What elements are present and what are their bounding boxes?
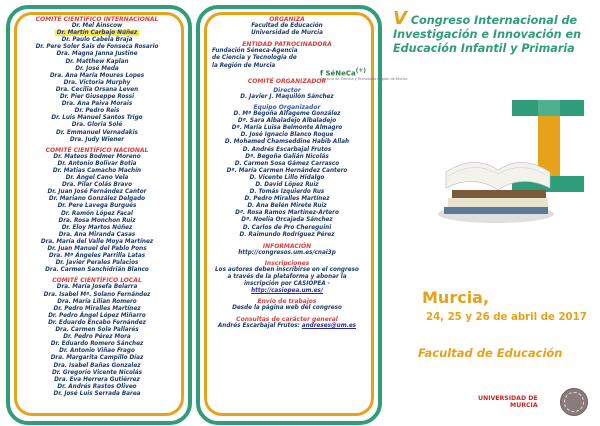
consultas-line bbox=[212, 323, 362, 330]
director-name: D. Javier J. Maquilón Sánchez bbox=[240, 93, 334, 100]
equipo-organizador-member: D. David López Ruiz bbox=[255, 181, 319, 188]
comite-internacional-member: Dra. Judy Wiener bbox=[69, 136, 125, 143]
comite-nacional-member: Dr. Juan José Fernández Cantor bbox=[47, 189, 147, 196]
comite-internacional-member: Dr. José Meda bbox=[75, 65, 119, 72]
university-logo-text bbox=[478, 395, 538, 409]
university-line-2: MURCIA bbox=[510, 402, 538, 409]
comite-internacional-member: Dra. Gloria Solé bbox=[71, 122, 123, 129]
equipo-label: Equipo Organizador bbox=[253, 103, 321, 111]
equipo-organizador-member: Dª. Rosa Ramos Martínez-Artero bbox=[235, 210, 339, 217]
comite-nacional-member: Dr. Ramón López Facal bbox=[61, 210, 133, 217]
comite-internacional-member bbox=[18, 30, 176, 37]
comite-local-heading: COMITÉ CIENTÍFICO LOCAL bbox=[52, 277, 142, 285]
equipo-organizador-member: D. Carmen Sosa Gámez Carrasco bbox=[234, 160, 340, 167]
comite-local-member: Dr. Andrés Rastos Oliveo bbox=[57, 383, 137, 390]
comite-nacional-member: Dra. Mª Ángeles Parrilla Latas bbox=[48, 253, 146, 260]
comite-internacional-list bbox=[18, 23, 176, 144]
comite-internacional-member: Dra. Ana María Moures Lopes bbox=[49, 72, 145, 79]
comite-local-member: Dr. Gregorio Vicente Nicolás bbox=[51, 369, 143, 376]
comite-local-member: Dr. Eduardo Romero Sánchez bbox=[50, 341, 144, 348]
equipo-organizador-member: Dª. Sara Albaladejo Albaladejo bbox=[237, 118, 337, 125]
congress-title-line-2: Investigación e Innovación en bbox=[393, 28, 582, 41]
event-venue: Facultad de Educación bbox=[418, 346, 563, 360]
equipo-organizador-member: D. Mª Begoña Alfageme González bbox=[233, 111, 341, 118]
equipo-organizador-member: Dª. Noelia Orcajada Sánchez bbox=[241, 217, 333, 224]
equipo-organizador-member: D. Carlos de Pro Chereguini bbox=[242, 224, 332, 231]
inscripciones-heading: Inscripciones bbox=[264, 259, 310, 267]
equipo-organizador-member: D. Mohamed Chamseddine Habib Allah bbox=[224, 139, 350, 146]
comite-internacional-heading: COMITÉ CIENTÍFICO INTERNACIONAL bbox=[35, 16, 159, 23]
comite-internacional-member: Dr. Luis Manuel Santos Trigo bbox=[51, 115, 143, 122]
seneca-logo bbox=[320, 68, 408, 81]
organiza-line-2: Universidad de Murcia bbox=[251, 30, 323, 37]
comite-internacional-member: Dr. Matthew Kaplan bbox=[65, 58, 129, 65]
comite-nacional-member: Dr. Eloy Martos Núñez bbox=[61, 224, 133, 231]
comite-nacional-member: Dr. Juan Manuel del Pablo Pons bbox=[47, 246, 147, 252]
director-label: Director bbox=[273, 86, 301, 94]
entidad-heading: ENTIDAD PATROCINADORA bbox=[242, 41, 332, 49]
comite-organizador-heading: COMITÉ ORGANIZADOR bbox=[247, 77, 327, 85]
university-line-1: UNIVERSIDAD DE bbox=[478, 395, 538, 402]
comite-local-member: Dra. María Josefa Belarra bbox=[56, 284, 138, 291]
comite-local-member: Dra. Carmen Sola Pallarés bbox=[55, 327, 139, 334]
congress-title-line-1: V Congreso Internacional de bbox=[393, 8, 578, 29]
comite-internacional-member: Dr. Paulo Cabela Braja bbox=[61, 37, 133, 44]
comite-internacional-member: Dr. Mel Ainscow bbox=[71, 23, 123, 30]
comite-internacional-member: Dra. Magna Janna Justine bbox=[56, 51, 138, 58]
university-seal-ring bbox=[564, 392, 584, 412]
congress-title bbox=[393, 8, 593, 56]
organiza-heading: ORGANIZA bbox=[269, 16, 305, 23]
equipo-organizador-list bbox=[212, 111, 362, 239]
books-illustration bbox=[438, 114, 558, 226]
equipo-organizador-member: D. Vicente Lillo Hidalgo bbox=[249, 174, 325, 181]
consultas-heading: Consultas de carácter general bbox=[236, 315, 338, 323]
comite-local-member: Dra. Margarita Campillo Díaz bbox=[50, 355, 144, 362]
equipo-organizador-member: Dª. María Luisa Belmonte Almagro bbox=[231, 125, 343, 132]
equipo-organizador-member: D. José Ignacio Blanco Roque bbox=[240, 132, 334, 139]
comite-nacional-member: Dr. Ángel Cano Vela bbox=[65, 175, 129, 182]
envio-heading: Envío de trabajos bbox=[257, 298, 317, 306]
comite-nacional-member: Dr. Matias Camacho Machín bbox=[52, 167, 142, 174]
comite-nacional-list bbox=[18, 154, 176, 275]
equipo-organizador-member: Dª. Begoña Galián Nicolás bbox=[245, 153, 329, 160]
seneca-logo-small: Agencia de Ciencia y Tecnología Región de Murcia bbox=[320, 77, 408, 82]
comite-local-member: Dra. Isabel Bañas Gonzalez bbox=[53, 362, 141, 369]
comite-nacional-member: Dra. Carmen Sanchidrián Blanco bbox=[45, 267, 149, 274]
casiopea-link[interactable]: http://casiopea.um.es/ bbox=[251, 288, 323, 295]
equipo-organizador-member: Dª. María Carmen Hernández Cantero bbox=[226, 167, 348, 174]
comite-local-member: Dr. Pedro Pérez Mora bbox=[63, 334, 131, 341]
comite-local-member: Dr. Pedro Miralles Martínez bbox=[53, 305, 141, 312]
comite-internacional-member: Dr. Emmanuel Vernadakis bbox=[56, 129, 138, 136]
entidad-line-2: de Ciencia y Tecnología de bbox=[212, 55, 297, 62]
inscripciones-line-1: Los autores deben inscribirse en el congreso bbox=[215, 267, 359, 273]
inscripciones-line-3: inscripción por CASIOPEA - bbox=[243, 281, 331, 288]
informacion-url[interactable]: http://congresos.um.es/cnai3p bbox=[238, 249, 336, 256]
seneca-logo-sup: (+) bbox=[355, 68, 366, 74]
comite-local-member: Dr. Eduardo Encabo Fernández bbox=[48, 319, 146, 326]
comite-nacional-heading: COMITÉ CIENTÍFICO NACIONAL bbox=[45, 146, 149, 154]
comite-local-list bbox=[18, 284, 176, 398]
entidad-line-3: la Región de Murcia bbox=[212, 62, 276, 69]
title-roman-v: V bbox=[393, 8, 407, 29]
envio-line: Desde la página web del congreso bbox=[232, 305, 342, 312]
comite-internacional-member: Dra. Cecilia Orsana Leven bbox=[55, 86, 139, 93]
entidad-text bbox=[212, 48, 312, 69]
left-panel-content bbox=[18, 14, 176, 398]
comite-internacional-member: Dr. Pier Giuseppe Rossi bbox=[59, 94, 135, 101]
comite-local-member: Dr. Antonio Viñao Frago bbox=[59, 348, 135, 355]
middle-panel-content bbox=[212, 14, 362, 330]
equipo-organizador-member: D. Andrés Escarbajal Frutos bbox=[242, 146, 332, 153]
comite-internacional-member: Dra. Victoria Murphy bbox=[63, 79, 131, 86]
equipo-organizador-member: D. Pedro Miralles Martínez bbox=[244, 196, 330, 203]
consultas-email[interactable]: andreses@um.es bbox=[301, 322, 357, 329]
entidad-line-1: Fundación Séneca-Agencia bbox=[212, 48, 298, 55]
comite-nacional-member: Dra. María del Valle Moya Martínez bbox=[40, 238, 154, 245]
comite-internacional-member-highlight: Dr. Martín Carbajo Núñez bbox=[56, 30, 138, 37]
congress-title-line-3: Educación Infantil y Primaria bbox=[393, 42, 575, 55]
equipo-organizador-member: D. Tomás Izquierdo Rus bbox=[249, 189, 325, 196]
equipo-organizador-member: D. Raimundo Rodríguez Pérez bbox=[239, 231, 335, 238]
comite-internacional-member: Dra. Ana Paiva Morais bbox=[61, 101, 133, 108]
event-dates: 24, 25 y 26 de abril de 2017 bbox=[426, 312, 587, 323]
comite-local-member: Dra. Eva Herrera Gutiérrez bbox=[54, 376, 140, 383]
comite-nacional-member: Dra. Pilar Colás Bravo bbox=[61, 182, 133, 189]
comite-local-member: Dr. José Luis Serrada Barea bbox=[53, 390, 141, 397]
informacion-heading: INFORMACIÓN bbox=[262, 242, 312, 250]
comite-nacional-member: Dra. Rosa Monchon Ruiz bbox=[58, 217, 136, 224]
seneca-logo-text: f SéNeCa bbox=[320, 69, 356, 78]
equipo-organizador-member: D. Ana Belén Mirete Ruiz bbox=[247, 203, 327, 210]
comite-nacional-member: Dr. Mateos Bodmer Moreno bbox=[53, 153, 141, 160]
consultas-prefix: Andrés Escarbajal Frutos: bbox=[217, 322, 300, 329]
comite-nacional-member: Dr. Antonio Bolivar Botia bbox=[57, 160, 137, 167]
comite-nacional-member: Dr. Mariano González Delgado bbox=[48, 196, 146, 203]
organiza-line-1: Facultad de Educación bbox=[251, 23, 323, 30]
comite-local-member: Dra. María Lilian Romero bbox=[57, 298, 137, 305]
comite-local-member: Dra. Isabel Mª. Solano Fernández bbox=[43, 291, 151, 298]
comite-local-member: Dr. Pedro Ángel López Miñarro bbox=[48, 312, 146, 319]
comite-internacional-member: Dr. Pedro Reis bbox=[74, 108, 120, 115]
comite-nacional-member: Dr. Pere Lavega Burgués bbox=[57, 203, 137, 210]
comite-nacional-member: Dra. Ana Miranda Casas bbox=[58, 231, 136, 238]
comite-nacional-member: Dr. Javier Perales Palacios bbox=[55, 260, 139, 267]
comite-internacional-member: Dr. Pere Soler Sais de Fonseca Rosario bbox=[35, 44, 159, 51]
event-city: Murcia, bbox=[422, 288, 490, 307]
inscripciones-line-2: a través de la plataforma y abonar la bbox=[227, 274, 347, 281]
